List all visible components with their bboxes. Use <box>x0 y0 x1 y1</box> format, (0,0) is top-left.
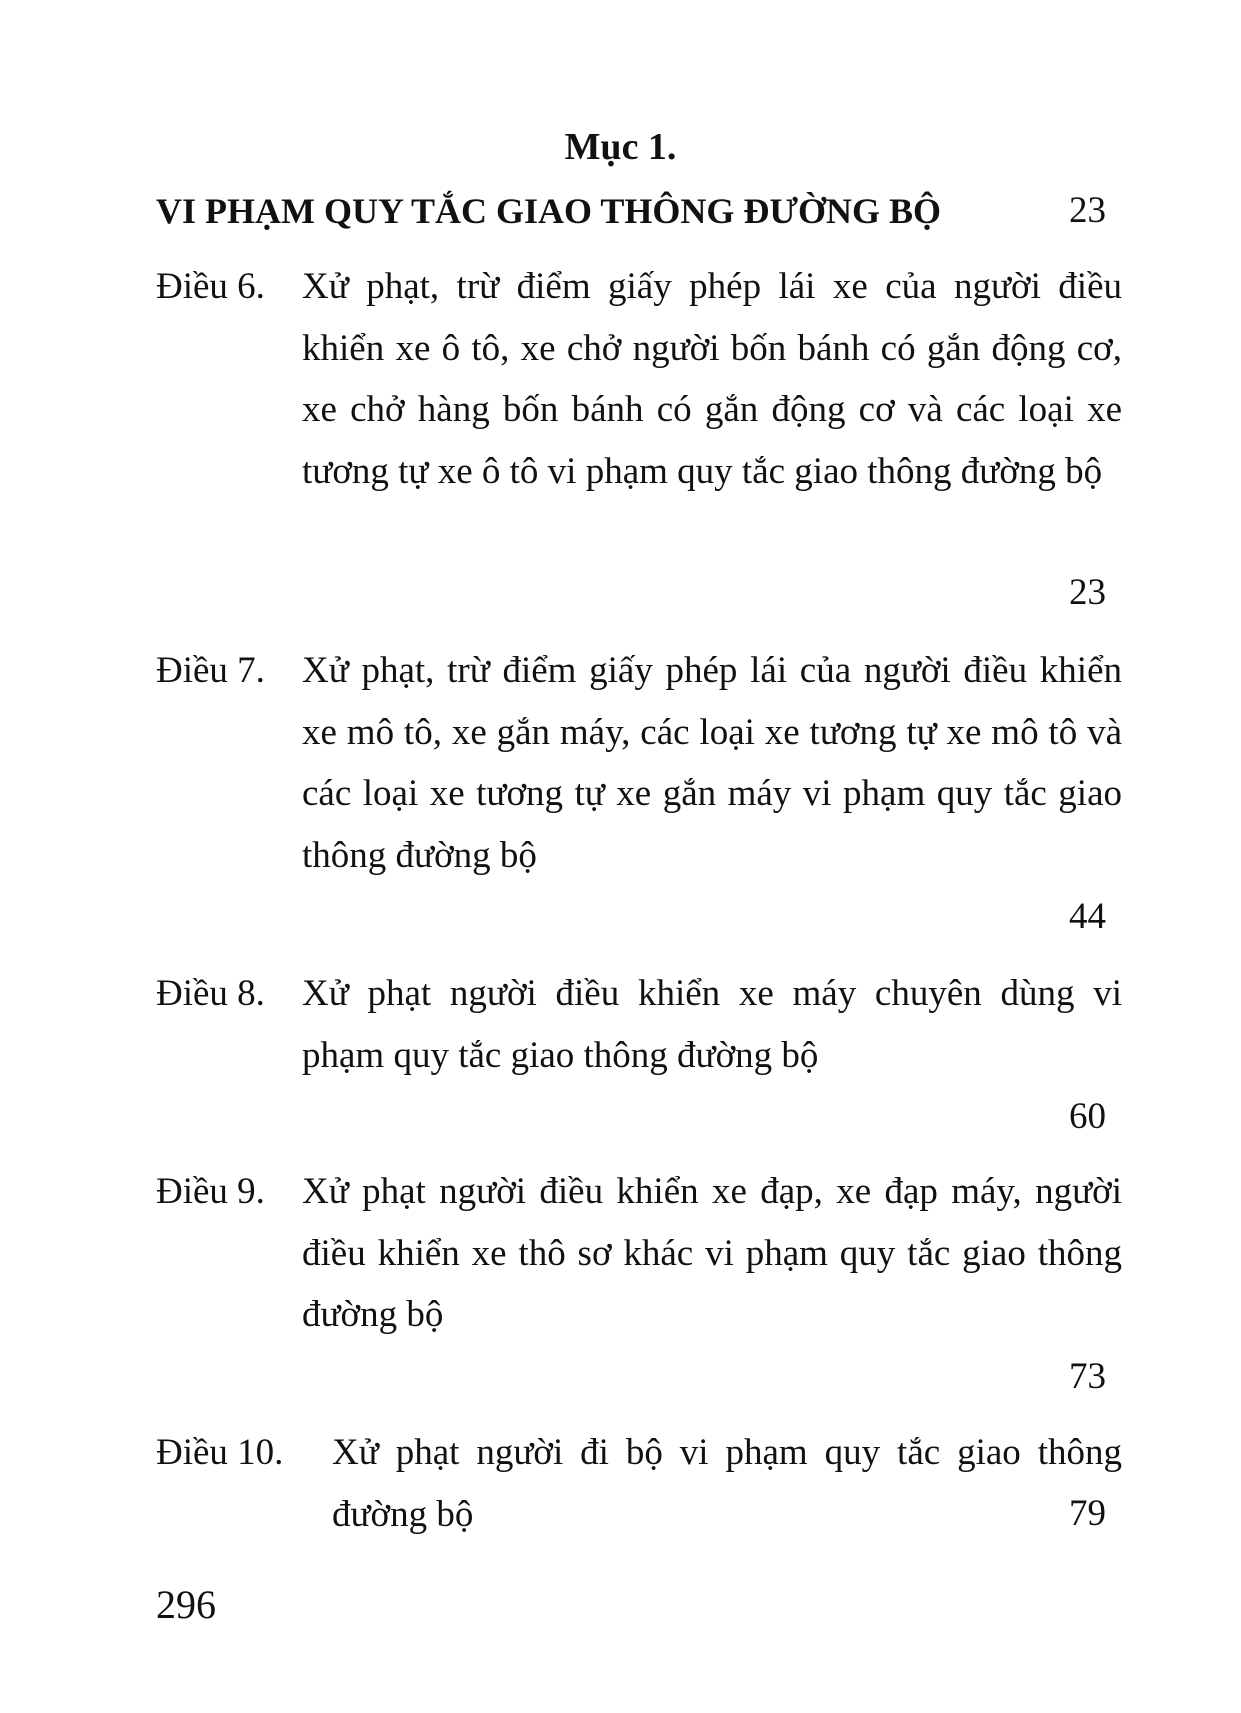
entry-label: Điều 9. <box>156 1171 265 1212</box>
entry-page: 73 <box>1069 1356 1106 1397</box>
entry-text: Xử phạt người điều khiển xe đạp, xe đạp máy, người điều khiển xe thô sơ khác vi phạm quy tắc giao thông đường bộ <box>302 1171 1122 1336</box>
entry-page: 79 <box>1069 1493 1106 1534</box>
entry-page: 44 <box>1069 896 1106 937</box>
entry-text: Xử phạt người điều khiển xe máy chuyên dùng vi phạm quy tắc giao thông đường bộ <box>302 973 1122 1076</box>
section-number: Mục 1. <box>564 126 677 168</box>
entry-label: Điều 7. <box>156 650 265 691</box>
page-number: 296 <box>156 1582 216 1627</box>
entry-text: Xử phạt, trừ điểm giấy phép lái của người điều khiển xe mô tô, xe gắn máy, các loại xe tương tự xe mô tô và các loại xe tương tự xe gắn máy vi phạm quy tắc giao thông đường bộ <box>302 650 1122 876</box>
section-title: VI PHẠM QUY TẮC GIAO THÔNG ĐƯỜNG BỘ <box>156 191 942 231</box>
entry-text: Xử phạt người đi bộ vi phạm quy tắc giao thông đường bộ <box>332 1432 1122 1535</box>
entry-page: 23 <box>1069 572 1106 613</box>
entry-label: Điều 6. <box>156 266 265 307</box>
entry-page: 60 <box>1069 1096 1106 1137</box>
entry-text: Xử phạt, trừ điểm giấy phép lái xe của người điều khiển xe ô tô, xe chở người bốn bánh có gắn động cơ, xe chở hàng bốn bánh có gắn động cơ và các loại xe tương tự xe ô tô vi phạm quy tắc giao thông đường bộ <box>302 266 1122 492</box>
entry-label: Điều 8. <box>156 973 265 1014</box>
entry-label: Điều 10. <box>156 1432 284 1473</box>
section-page: 23 <box>1069 190 1106 231</box>
